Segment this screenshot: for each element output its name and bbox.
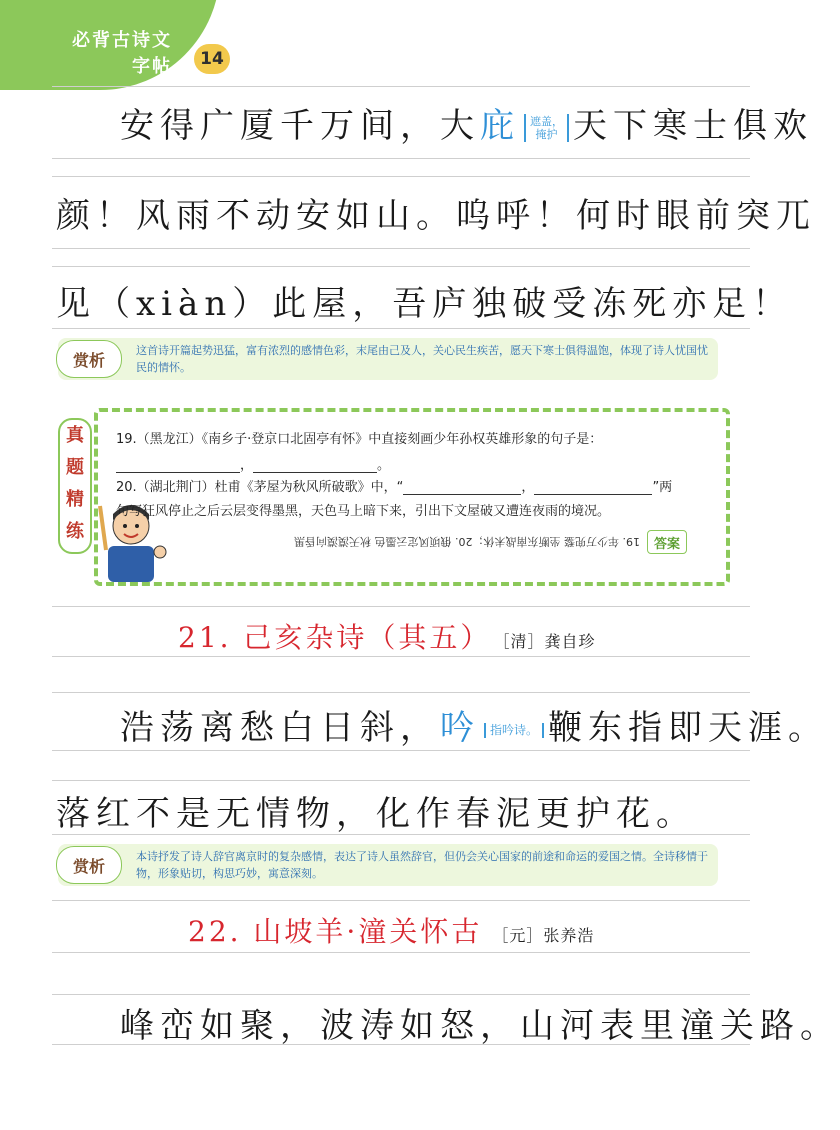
writing-rule (52, 780, 750, 781)
writing-rule (52, 900, 750, 901)
question-19: 19.（黑龙江）《南乡子·登京口北固亭有怀》中直接刻画少年孙权英雄形象的句子是： (116, 432, 603, 447)
writing-rule (52, 266, 750, 267)
analysis-label: 赏析 (56, 340, 122, 378)
writing-rule (52, 176, 750, 177)
header-title-line1: 必背古诗文 (72, 30, 172, 51)
question-20: 20.（湖北荆门）杜甫《茅屋为秋风所破歌》中，“ ， ”两 (116, 480, 673, 495)
poem-line: 峰峦如聚，波涛如怒，山河表里潼关路。 (120, 1006, 840, 1046)
writing-rule (52, 692, 750, 693)
header-title-line2: 字帖 (132, 56, 172, 77)
writing-rule (52, 158, 750, 159)
poem-author: ［清］龚自珍 (501, 632, 596, 651)
answer-blank[interactable] (253, 458, 377, 473)
upside-down-answer: 19. 年少万兜鍪 坐断东南战未休；20. 俄顷风定云墨色 秋天漠漠向昏黑 (294, 535, 640, 548)
answer-blank[interactable] (116, 458, 240, 473)
writing-rule (52, 656, 750, 657)
answer-blank[interactable] (403, 480, 521, 495)
header-tab (0, 0, 220, 90)
analysis-box (58, 338, 718, 380)
gloss-note: 遮盖， 掩护 (524, 114, 569, 142)
writing-rule (52, 606, 750, 607)
page-number-badge: 14 (194, 44, 230, 74)
poem-author: ［元］张养浩 (492, 926, 595, 945)
answer-badge: 答案 (647, 530, 687, 554)
answer-blank[interactable] (534, 480, 652, 495)
highlighted-character: 庇 (480, 106, 520, 146)
poem-title: 22. 山坡羊·潼关怀古 ［元］张养浩 (188, 915, 595, 948)
writing-rule (52, 86, 750, 87)
poem-title: 21. 己亥杂诗（其五） ［清］龚自珍 (178, 621, 596, 654)
gloss-note: 指吟诗。 (484, 723, 544, 738)
writing-rule (52, 952, 750, 953)
writing-rule (52, 328, 750, 329)
analysis-label: 赏析 (56, 846, 122, 884)
writing-rule (52, 248, 750, 249)
analysis-text: 这首诗开篇起势迅猛，富有浓烈的感情色彩，末尾由己及人，关心民生疾苦，愿天下寒士俱得温饱，体现了诗人忧国忧民的情怀。 (136, 344, 708, 374)
poem-line: 见（xiàn）此屋，吾庐独破受冻死亦足！ (56, 284, 793, 324)
poem-line: 落红不是无情物，化作春泥更护花。 (56, 794, 696, 834)
poem-line: 安得广厦千万间，大庇 遮盖， 掩护 天下寒士俱欢 (120, 106, 813, 146)
exam-practice-label: 真 题 精 练 (58, 418, 92, 554)
writing-rule (52, 750, 750, 751)
question-20-continued: 句写狂风停止之后云层变得墨黑，天色马上暗下来，引出下文屋破又遭连夜雨的境况。 (116, 504, 611, 519)
analysis-box (58, 844, 718, 886)
writing-rule (52, 994, 750, 995)
analysis-text: 本诗抒发了诗人辞官离京时的复杂感情，表达了诗人虽然辞官，但仍会关心国家的前途和命运的爱国之情。全诗移情于物，形象贴切，构思巧妙，寓意深刻。 (136, 850, 708, 880)
poem-line: 浩荡离愁白日斜，吟 指吟诗。 鞭东指即天涯。 (120, 708, 829, 748)
highlighted-character: 吟 (440, 708, 480, 748)
poem-line: 颜！风雨不动安如山。呜呼！何时眼前突兀 (56, 196, 816, 236)
question-19-blanks: ， 。 (116, 454, 390, 473)
